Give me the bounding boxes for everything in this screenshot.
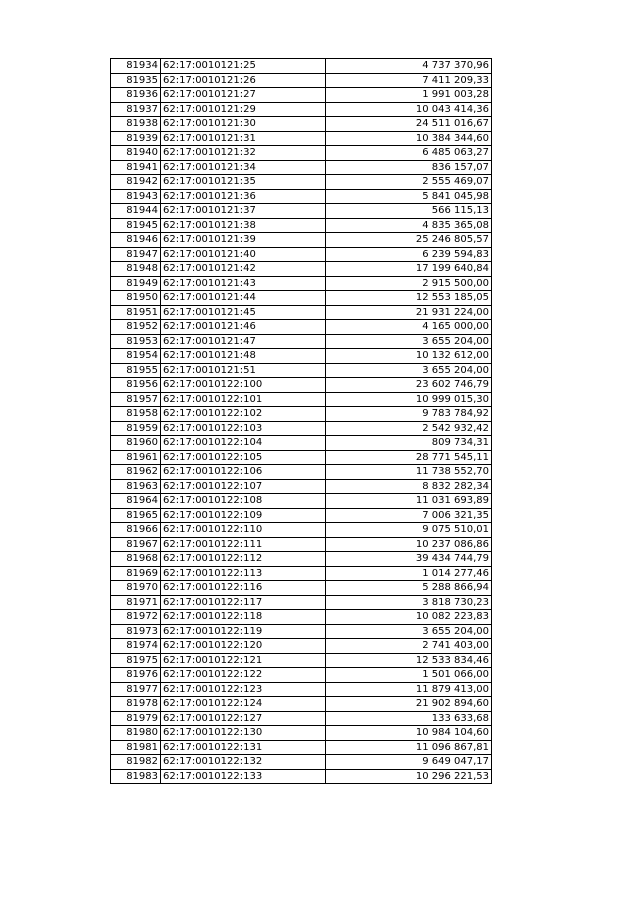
table-row (111, 349, 492, 364)
cadastral-value-cell: 24 511 016,67 (326, 117, 492, 132)
table-row (111, 479, 492, 494)
cadastral-number-cell: 62:17:0010121:43 (161, 276, 326, 291)
cadastral-number-cell: 62:17:0010122:122 (161, 668, 326, 683)
cadastral-number-cell: 62:17:0010121:39 (161, 233, 326, 248)
table-row (111, 247, 492, 262)
cadastral-value-cell: 12 533 834,46 (326, 653, 492, 668)
table-row (111, 291, 492, 306)
cadastral-number-cell: 62:17:0010122:108 (161, 494, 326, 509)
cadastral-number-cell: 62:17:0010121:30 (161, 117, 326, 132)
row-number-cell: 81975 (111, 653, 161, 668)
row-number-cell: 81946 (111, 233, 161, 248)
cadastral-value-cell: 25 246 805,57 (326, 233, 492, 248)
cadastral-value-cell: 7 411 209,33 (326, 73, 492, 88)
cadastral-number-cell: 62:17:0010122:100 (161, 378, 326, 393)
cadastral-value-cell: 8 832 282,34 (326, 479, 492, 494)
table-row (111, 769, 492, 784)
table-row (111, 711, 492, 726)
cadastral-number-cell: 62:17:0010122:116 (161, 581, 326, 596)
table-row (111, 537, 492, 552)
table-row (111, 653, 492, 668)
cadastral-value-cell: 9 649 047,17 (326, 755, 492, 770)
table-row (111, 668, 492, 683)
row-number-cell: 81945 (111, 218, 161, 233)
table-row (111, 73, 492, 88)
cadastral-value-cell: 10 132 612,00 (326, 349, 492, 364)
cadastral-number-cell: 62:17:0010122:117 (161, 595, 326, 610)
cadastral-number-cell: 62:17:0010122:130 (161, 726, 326, 741)
cadastral-value-cell: 6 239 594,83 (326, 247, 492, 262)
cadastral-value-cell: 4 165 000,00 (326, 320, 492, 335)
row-number-cell: 81976 (111, 668, 161, 683)
cadastral-number-cell: 62:17:0010121:34 (161, 160, 326, 175)
row-number-cell: 81981 (111, 740, 161, 755)
cadastral-value-cell: 7 006 321,35 (326, 508, 492, 523)
table-row (111, 175, 492, 190)
row-number-cell: 81954 (111, 349, 161, 364)
table-row (111, 726, 492, 741)
cadastral-value-cell: 1 501 066,00 (326, 668, 492, 683)
cadastral-value-cell: 12 553 185,05 (326, 291, 492, 306)
cadastral-value-cell: 10 984 104,60 (326, 726, 492, 741)
row-number-cell: 81934 (111, 59, 161, 74)
cadastral-value-cell: 5 841 045,98 (326, 189, 492, 204)
table-row (111, 639, 492, 654)
cadastral-value-cell: 17 199 640,84 (326, 262, 492, 277)
row-number-cell: 81963 (111, 479, 161, 494)
cadastral-number-cell: 62:17:0010122:119 (161, 624, 326, 639)
table-row (111, 334, 492, 349)
cadastral-number-cell: 62:17:0010122:113 (161, 566, 326, 581)
cadastral-value-cell: 2 542 932,42 (326, 421, 492, 436)
table-row (111, 102, 492, 117)
row-number-cell: 81972 (111, 610, 161, 625)
cadastral-value-cell: 10 296 221,53 (326, 769, 492, 784)
row-number-cell: 81961 (111, 450, 161, 465)
row-number-cell: 81983 (111, 769, 161, 784)
cadastral-number-cell: 62:17:0010121:31 (161, 131, 326, 146)
row-number-cell: 81948 (111, 262, 161, 277)
cadastral-value-cell: 10 043 414,36 (326, 102, 492, 117)
cadastral-number-cell: 62:17:0010122:106 (161, 465, 326, 480)
table-body (111, 59, 492, 784)
cadastral-number-cell: 62:17:0010122:124 (161, 697, 326, 712)
cadastral-number-cell: 62:17:0010122:121 (161, 653, 326, 668)
cadastral-value-table (110, 58, 492, 784)
cadastral-value-cell: 9 783 784,92 (326, 407, 492, 422)
cadastral-value-cell: 2 741 403,00 (326, 639, 492, 654)
cadastral-number-cell: 62:17:0010121:45 (161, 305, 326, 320)
row-number-cell: 81949 (111, 276, 161, 291)
table-row (111, 407, 492, 422)
row-number-cell: 81971 (111, 595, 161, 610)
cadastral-value-cell: 11 031 693,89 (326, 494, 492, 509)
row-number-cell: 81940 (111, 146, 161, 161)
table-row (111, 160, 492, 175)
cadastral-value-cell: 2 555 469,07 (326, 175, 492, 190)
row-number-cell: 81939 (111, 131, 161, 146)
cadastral-value-cell: 21 902 894,60 (326, 697, 492, 712)
cadastral-value-cell: 133 633,68 (326, 711, 492, 726)
table-row (111, 276, 492, 291)
table-row (111, 581, 492, 596)
row-number-cell: 81943 (111, 189, 161, 204)
cadastral-value-cell: 23 602 746,79 (326, 378, 492, 393)
cadastral-number-cell: 62:17:0010121:26 (161, 73, 326, 88)
table-row (111, 450, 492, 465)
table-row (111, 233, 492, 248)
cadastral-number-cell: 62:17:0010121:37 (161, 204, 326, 219)
table-row (111, 59, 492, 74)
table-row (111, 421, 492, 436)
table-row (111, 189, 492, 204)
table-row (111, 595, 492, 610)
cadastral-number-cell: 62:17:0010122:107 (161, 479, 326, 494)
cadastral-value-cell: 2 915 500,00 (326, 276, 492, 291)
row-number-cell: 81953 (111, 334, 161, 349)
cadastral-value-cell: 3 655 204,00 (326, 334, 492, 349)
row-number-cell: 81952 (111, 320, 161, 335)
row-number-cell: 81956 (111, 378, 161, 393)
cadastral-value-cell: 10 082 223,83 (326, 610, 492, 625)
row-number-cell: 81973 (111, 624, 161, 639)
cadastral-value-cell: 11 096 867,81 (326, 740, 492, 755)
cadastral-value-cell: 11 738 552,70 (326, 465, 492, 480)
cadastral-number-cell: 62:17:0010122:112 (161, 552, 326, 567)
cadastral-number-cell: 62:17:0010122:102 (161, 407, 326, 422)
row-number-cell: 81936 (111, 88, 161, 103)
table-row (111, 436, 492, 451)
cadastral-value-cell: 39 434 744,79 (326, 552, 492, 567)
cadastral-number-cell: 62:17:0010121:27 (161, 88, 326, 103)
cadastral-number-cell: 62:17:0010121:35 (161, 175, 326, 190)
table-row (111, 204, 492, 219)
cadastral-value-cell: 28 771 545,11 (326, 450, 492, 465)
cadastral-number-cell: 62:17:0010122:132 (161, 755, 326, 770)
row-number-cell: 81969 (111, 566, 161, 581)
cadastral-number-cell: 62:17:0010122:133 (161, 769, 326, 784)
table-row (111, 740, 492, 755)
row-number-cell: 81941 (111, 160, 161, 175)
row-number-cell: 81942 (111, 175, 161, 190)
cadastral-number-cell: 62:17:0010121:44 (161, 291, 326, 306)
cadastral-value-cell: 836 157,07 (326, 160, 492, 175)
row-number-cell: 81968 (111, 552, 161, 567)
table-row (111, 566, 492, 581)
row-number-cell: 81958 (111, 407, 161, 422)
cadastral-value-cell: 1 014 277,46 (326, 566, 492, 581)
table-row (111, 305, 492, 320)
cadastral-number-cell: 62:17:0010122:109 (161, 508, 326, 523)
cadastral-value-cell: 10 237 086,86 (326, 537, 492, 552)
cadastral-value-cell: 3 655 204,00 (326, 363, 492, 378)
row-number-cell: 81937 (111, 102, 161, 117)
table-row (111, 610, 492, 625)
cadastral-value-cell: 5 288 866,94 (326, 581, 492, 596)
table-row (111, 363, 492, 378)
table-row (111, 378, 492, 393)
row-number-cell: 81957 (111, 392, 161, 407)
cadastral-number-cell: 62:17:0010122:110 (161, 523, 326, 538)
row-number-cell: 81980 (111, 726, 161, 741)
cadastral-number-cell: 62:17:0010122:103 (161, 421, 326, 436)
row-number-cell: 81970 (111, 581, 161, 596)
cadastral-value-cell: 11 879 413,00 (326, 682, 492, 697)
cadastral-number-cell: 62:17:0010122:104 (161, 436, 326, 451)
cadastral-value-cell: 4 835 365,08 (326, 218, 492, 233)
table-row (111, 131, 492, 146)
table-row (111, 523, 492, 538)
table-row (111, 218, 492, 233)
table-row (111, 755, 492, 770)
cadastral-value-cell: 10 999 015,30 (326, 392, 492, 407)
row-number-cell: 81962 (111, 465, 161, 480)
table-row (111, 146, 492, 161)
table-row (111, 88, 492, 103)
table-row (111, 392, 492, 407)
cadastral-number-cell: 62:17:0010121:40 (161, 247, 326, 262)
table-row (111, 320, 492, 335)
cadastral-number-cell: 62:17:0010121:29 (161, 102, 326, 117)
table-row (111, 508, 492, 523)
row-number-cell: 81982 (111, 755, 161, 770)
table-row (111, 494, 492, 509)
cadastral-value-cell: 6 485 063,27 (326, 146, 492, 161)
cadastral-number-cell: 62:17:0010122:131 (161, 740, 326, 755)
cadastral-value-cell: 1 991 003,28 (326, 88, 492, 103)
table-row (111, 697, 492, 712)
cadastral-number-cell: 62:17:0010121:47 (161, 334, 326, 349)
table-row (111, 465, 492, 480)
cadastral-number-cell: 62:17:0010121:38 (161, 218, 326, 233)
row-number-cell: 81938 (111, 117, 161, 132)
cadastral-value-cell: 809 734,31 (326, 436, 492, 451)
cadastral-number-cell: 62:17:0010122:101 (161, 392, 326, 407)
row-number-cell: 81947 (111, 247, 161, 262)
cadastral-number-cell: 62:17:0010122:111 (161, 537, 326, 552)
row-number-cell: 81955 (111, 363, 161, 378)
cadastral-number-cell: 62:17:0010122:127 (161, 711, 326, 726)
table-row (111, 117, 492, 132)
cadastral-number-cell: 62:17:0010121:36 (161, 189, 326, 204)
row-number-cell: 81977 (111, 682, 161, 697)
cadastral-number-cell: 62:17:0010122:120 (161, 639, 326, 654)
row-number-cell: 81965 (111, 508, 161, 523)
row-number-cell: 81935 (111, 73, 161, 88)
cadastral-number-cell: 62:17:0010121:51 (161, 363, 326, 378)
row-number-cell: 81960 (111, 436, 161, 451)
cadastral-value-cell: 4 737 370,96 (326, 59, 492, 74)
cadastral-value-cell: 3 818 730,23 (326, 595, 492, 610)
table-row (111, 682, 492, 697)
cadastral-number-cell: 62:17:0010121:42 (161, 262, 326, 277)
cadastral-value-cell: 3 655 204,00 (326, 624, 492, 639)
cadastral-number-cell: 62:17:0010121:48 (161, 349, 326, 364)
table-row (111, 262, 492, 277)
cadastral-value-cell: 566 115,13 (326, 204, 492, 219)
row-number-cell: 81966 (111, 523, 161, 538)
row-number-cell: 81978 (111, 697, 161, 712)
row-number-cell: 81967 (111, 537, 161, 552)
cadastral-number-cell: 62:17:0010121:46 (161, 320, 326, 335)
cadastral-number-cell: 62:17:0010121:32 (161, 146, 326, 161)
cadastral-number-cell: 62:17:0010122:123 (161, 682, 326, 697)
cadastral-number-cell: 62:17:0010122:118 (161, 610, 326, 625)
row-number-cell: 81964 (111, 494, 161, 509)
row-number-cell: 81979 (111, 711, 161, 726)
row-number-cell: 81950 (111, 291, 161, 306)
table-row (111, 552, 492, 567)
row-number-cell: 81959 (111, 421, 161, 436)
table-row (111, 624, 492, 639)
row-number-cell: 81944 (111, 204, 161, 219)
cadastral-number-cell: 62:17:0010121:25 (161, 59, 326, 74)
cadastral-value-cell: 9 075 510,01 (326, 523, 492, 538)
row-number-cell: 81974 (111, 639, 161, 654)
row-number-cell: 81951 (111, 305, 161, 320)
cadastral-value-cell: 21 931 224,00 (326, 305, 492, 320)
cadastral-value-cell: 10 384 344,60 (326, 131, 492, 146)
cadastral-number-cell: 62:17:0010122:105 (161, 450, 326, 465)
